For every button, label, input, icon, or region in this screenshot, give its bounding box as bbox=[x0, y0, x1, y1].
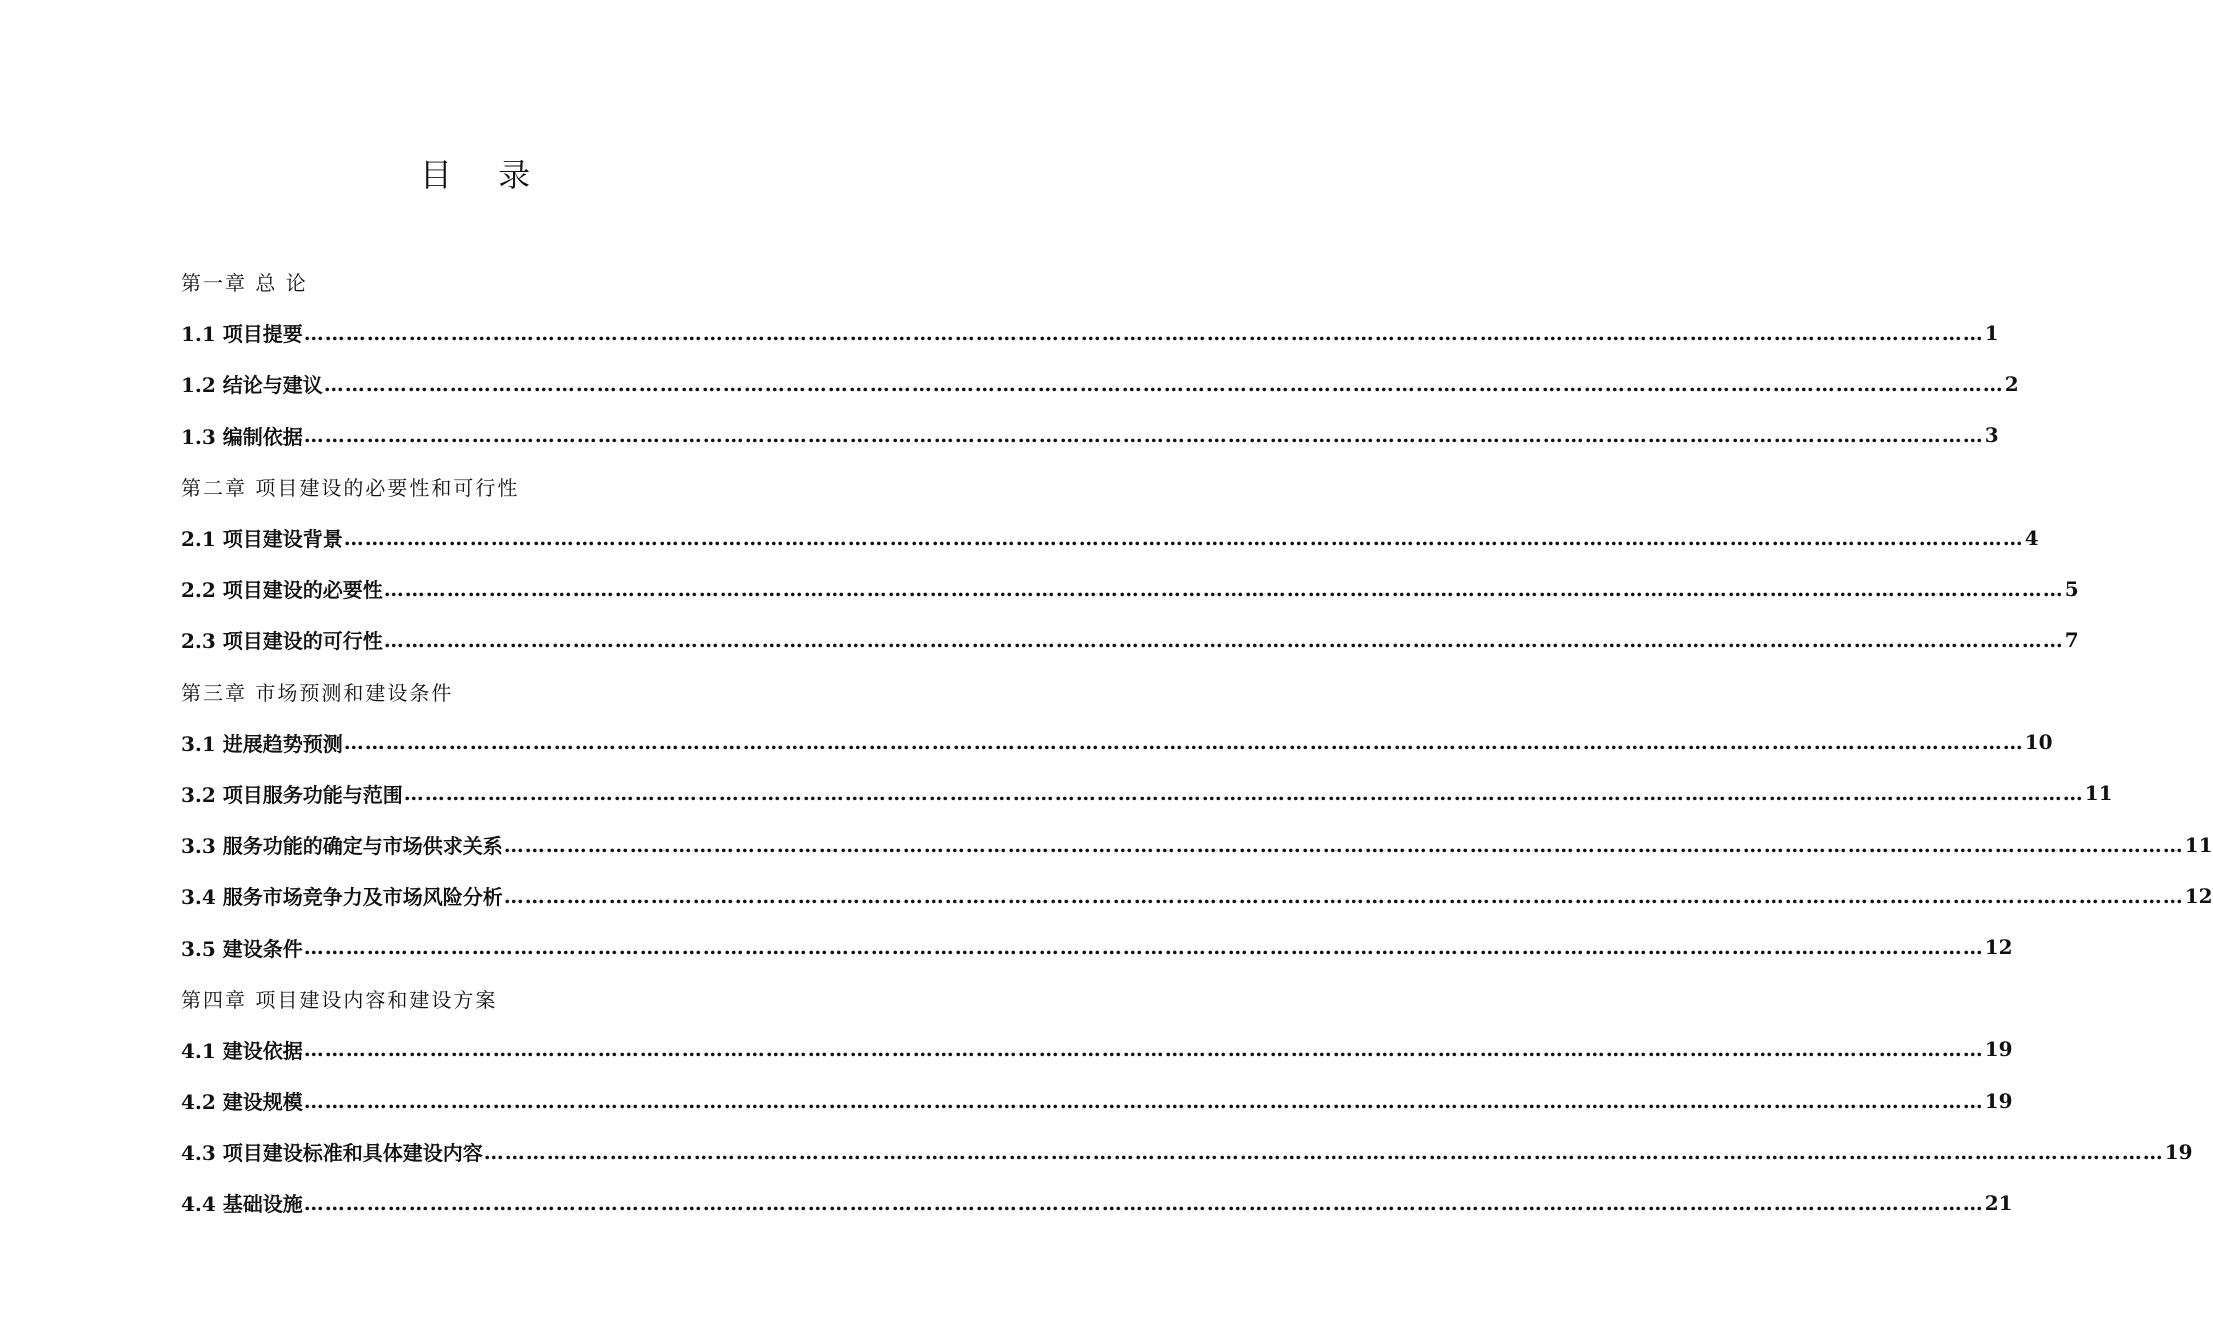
dot-leader: …………………………………………………………………………………………………………………………………………………………………………………………………………………… bbox=[303, 423, 1984, 448]
page-title: 目 录 bbox=[419, 156, 549, 194]
toc-page-number: 21 bbox=[1984, 1190, 2013, 1215]
dot-leader: …………………………………………………………………………………………………………………………………………………………………………………………………………………… bbox=[403, 781, 2084, 806]
dot-leader: …………………………………………………………………………………………………………………………………………………………………………………………………………………… bbox=[303, 320, 1984, 345]
toc-entry-3-1[interactable] bbox=[181, 717, 2053, 768]
toc-page-number: 11 bbox=[2184, 832, 2213, 857]
toc-entry-label: 4.2 建设规模 bbox=[181, 1090, 303, 1115]
toc-entry-3-3[interactable] bbox=[181, 819, 2213, 870]
toc-page-number: 3 bbox=[1984, 423, 1999, 448]
dot-leader: …………………………………………………………………………………………………………………………………………………………………………………………………………………… bbox=[303, 1037, 1984, 1062]
toc-entry-1-2[interactable] bbox=[181, 358, 2019, 409]
toc-page-number: 1 bbox=[1984, 320, 1999, 345]
dot-leader: …………………………………………………………………………………………………………………………………………………………………………………………………………………… bbox=[503, 883, 2184, 908]
toc-entry-label: 3.4 服务市场竞争力及市场风险分析 bbox=[181, 885, 503, 910]
toc-chapter-label: 第二章 项目建设的必要性和可行性 bbox=[181, 475, 520, 500]
toc-page-number: 4 bbox=[2024, 525, 2039, 550]
toc-page-number: 2 bbox=[2004, 371, 2019, 396]
toc-entry-4-2[interactable] bbox=[181, 1075, 2013, 1126]
toc-page-number: 19 bbox=[1984, 1088, 2013, 1113]
toc-entry-2-1[interactable] bbox=[181, 512, 2039, 563]
toc-entry-2-2[interactable] bbox=[181, 563, 2079, 614]
toc-entry-2-3[interactable] bbox=[181, 614, 2079, 665]
toc-page-number: 19 bbox=[1984, 1037, 2013, 1062]
toc-entry-label: 2.2 项目建设的必要性 bbox=[181, 578, 383, 603]
toc-entry-label: 3.2 项目服务功能与范围 bbox=[181, 782, 403, 807]
toc-page-number: 12 bbox=[2184, 883, 2213, 908]
toc-entry-label: 3.1 进展趋势预测 bbox=[181, 731, 343, 756]
toc-entry-3-2[interactable] bbox=[181, 768, 2113, 819]
toc-entry-label: 1.3 编制依据 bbox=[181, 424, 303, 449]
dot-leader: …………………………………………………………………………………………………………………………………………………………………………………………………………………… bbox=[343, 525, 2024, 550]
dot-leader: …………………………………………………………………………………………………………………………………………………………………………………………………………………… bbox=[483, 1139, 2164, 1164]
toc-entry-label: 4.3 项目建设标准和具体建设内容 bbox=[181, 1141, 483, 1166]
toc-entry-3-4[interactable] bbox=[181, 870, 2213, 921]
toc-chapter-label: 第四章 项目建设内容和建设方案 bbox=[181, 987, 498, 1012]
toc-entry-label: 1.2 结论与建议 bbox=[181, 373, 323, 398]
toc-entry-4-4[interactable] bbox=[181, 1177, 2013, 1228]
toc-entry-1-1[interactable] bbox=[181, 307, 1999, 358]
toc-entry-label: 4.1 建设依据 bbox=[181, 1038, 303, 1063]
dot-leader: …………………………………………………………………………………………………………………………………………………………………………………………………………………… bbox=[303, 1190, 1984, 1215]
toc-chapter-4[interactable] bbox=[181, 973, 795, 1024]
toc-entry-1-3[interactable] bbox=[181, 410, 1999, 461]
toc-page-number: 19 bbox=[2164, 1139, 2193, 1164]
toc-chapter-label: 第三章 市场预测和建设条件 bbox=[181, 680, 454, 705]
toc-chapter-3[interactable] bbox=[181, 666, 795, 717]
dot-leader: …………………………………………………………………………………………………………………………………………………………………………………………………………………… bbox=[303, 1088, 1984, 1113]
toc-chapter-2[interactable] bbox=[181, 461, 795, 512]
dot-leader: …………………………………………………………………………………………………………………………………………………………………………………………………………………… bbox=[383, 627, 2064, 652]
toc-page-number: 10 bbox=[2024, 730, 2053, 755]
toc-entry-label: 4.4 基础设施 bbox=[181, 1192, 303, 1217]
toc-page-number: 5 bbox=[2064, 576, 2079, 601]
dot-leader: …………………………………………………………………………………………………………………………………………………………………………………………………………………… bbox=[303, 935, 1984, 960]
dot-leader: …………………………………………………………………………………………………………………………………………………………………………………………………………………… bbox=[343, 730, 2024, 755]
dot-leader: …………………………………………………………………………………………………………………………………………………………………………………………………………………… bbox=[503, 832, 2184, 857]
toc-entry-label: 2.3 项目建设的可行性 bbox=[181, 629, 383, 654]
toc-page-number: 7 bbox=[2064, 627, 2079, 652]
toc-entry-label: 2.1 项目建设背景 bbox=[181, 527, 343, 552]
toc-entry-4-1[interactable] bbox=[181, 1024, 2013, 1075]
toc-entry-label: 3.3 服务功能的确定与市场供求关系 bbox=[181, 834, 503, 859]
dot-leader: …………………………………………………………………………………………………………………………………………………………………………………………………………………… bbox=[383, 576, 2064, 601]
toc-entry-label: 1.1 项目提要 bbox=[181, 322, 303, 347]
toc-page-number: 11 bbox=[2084, 781, 2113, 806]
toc-entry-4-3[interactable] bbox=[181, 1126, 2193, 1177]
toc-entry-label: 3.5 建设条件 bbox=[181, 936, 303, 961]
toc-page-number: 12 bbox=[1984, 935, 2013, 960]
toc-chapter-label: 第一章 总 论 bbox=[181, 271, 308, 296]
dot-leader: …………………………………………………………………………………………………………………………………………………………………………………………………………………… bbox=[323, 371, 2004, 396]
toc-chapter-1[interactable] bbox=[181, 256, 795, 307]
table-of-contents bbox=[181, 256, 2213, 1229]
toc-entry-3-5[interactable] bbox=[181, 921, 2013, 972]
